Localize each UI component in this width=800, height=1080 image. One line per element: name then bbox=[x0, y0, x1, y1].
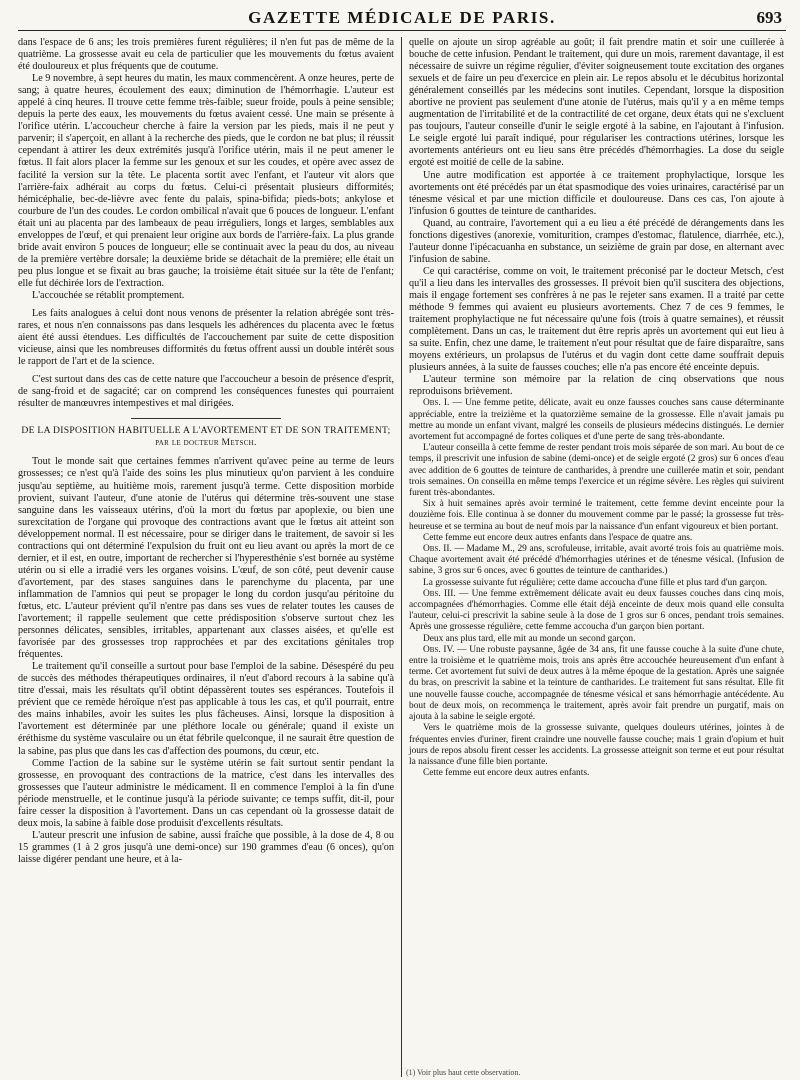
paragraph: La grossesse suivante fut régulière; cette dame accoucha d'une fille et plus tard d'un garçon. bbox=[423, 577, 768, 588]
paragraph: Cette femme eut encore deux autres enfants dans l'espace de quatre ans. bbox=[423, 532, 693, 543]
footnote: (1) Voir plus haut cette observation. bbox=[406, 1068, 521, 1077]
observation-4 bbox=[409, 645, 784, 723]
paragraph: Quand, au contraire, l'avortement qui a eu lieu a été précédé de dérangements dans les fonctions digestives (anorexie, vomiturition, crampes d'estomac, flatulence, diarrhée, etc.), l'auteur donne l'ipécacuanha en substance, un seizième de grain par dose, en alternant avec l'infusion de sabine. bbox=[409, 217, 784, 265]
obs-label: Obs. IV. bbox=[423, 644, 455, 655]
paragraph: L'accouchée se rétablit promptement. bbox=[32, 289, 185, 301]
paragraph: Vers le quatrième mois de la grossesse suivante, quelques douleurs utérines, jointes à de fréquentes envies d'uriner, firent craindre une nouvelle fausse couche; mais 1 grain d'opium et huit jours de repos absolu firent cesser les accidents. La grossesse atteignit son terme et eut pour résultat la naissance d'une fille bien portante. bbox=[409, 723, 784, 767]
paragraph: C'est surtout dans des cas de cette nature que l'accoucheur a besoin de présence d'esprit, de sang-froid et de sagacité; car on comprend les conséquences funestes qui pourraient résulter de manœuvres intempestives et mal dirigées. bbox=[18, 374, 394, 410]
journal-title: GAZETTE MÉDICALE DE PARIS. bbox=[248, 8, 556, 27]
paragraph: L'auteur conseilla à cette femme de rester pendant trois mois séparée de son mari. Au bout de ce temps, il prescrivit une infusion de sabine (demi-once) et de seigle ergoté (2 gros) sur 6 onces d'eau avec addition de 6 gouttes de teinture de cantharides, à prendre une cuillerée matin et soir, pendant trois semaines. On conseilla en même temps l'exercice et un régime sévère. Les règles qui suivirent furent très-abondantes. bbox=[409, 443, 784, 499]
obs-text: — Une femme extrêmement délicate avait eu deux fausses couches dans cinq mois, accompagnées d'hémorrhagies. Comme elle était déjà enceinte de deux mois quand elle consulta l'auteur, celui-ci prescrivit la sabine seule à la dose de 1 gros sur 6 onces, pendant trois semaines. Après une grossesse régulière, cette femme accoucha d'un garçon bien portant. bbox=[409, 588, 784, 633]
paragraph: Deux ans plus tard, elle mit au monde un second garçon. bbox=[423, 633, 636, 644]
paragraph: Les faits analogues à celui dont nous venons de présenter la relation abrégée sont très-rares, et nous n'en connaissons pas dans lesquels les adhérences du placenta avec le fœtus aient été aussi étendues. Les difficultés de l'accouchement par suite de cette disposition vicieuse, ainsi que les nombreuses difformités du fœtus offrent aussi un double intérêt sous le rapport de l'art et de la science. bbox=[18, 308, 394, 368]
left-column bbox=[18, 37, 401, 1077]
paragraph: Tout le monde sait que certaines femmes n'arrivent qu'avec peine au terme de leurs grossesses; ce n'est qu'à l'aide des soins les plus minutieux qu'on parvient à les conduire jusqu'au septième, au huitième mois, rarement jusqu'à terme. Cette disposition morbide provient, suivant l'auteur, d'une atonie de l'utérus qui détermine très-souvent une stase sanguine dans les vaisseaux utérins, d'où la mort du fœtus par apoplexie, ou bien une surexcitation de l'organe qui provoque des contractions avant que le fœtus ait atteint son développement normal. Il est nécessaire, pour se diriger dans le traitement, de savoir si les contractions qui ont déterminé l'expulsion du fruit ont eu lieu avant ou après la mort de ce dernier, et il est, en outre, important de rechercher si l'hyperesthénie s'est bornée au système utérin ou si elle a irradié vers les organes voisins. L'œuf, de son côté, peut devenir cause d'avortement, par des stases sanguines dans le parenchyme du placenta, par une inflammation de l'amnios qui peut se propager le long du cordon jusqu'au péritoine du fœtus, etc. L'auteur prévient qu'il n'entre pas dans ses vues de relater toutes les causes de l'avortement; il rappelle seulement que cette prédisposition s'observe surtout chez les personnes délicates, sensibles, irritables, appartenant aux classes aisées, et qu'elle est favorisée par des grossesses trop rapprochées et par des excitations génitales trop fréquentes. bbox=[18, 456, 394, 661]
right-column bbox=[401, 37, 784, 1077]
paragraph: L'auteur prescrit une infusion de sabine, aussi fraîche que possible, à la dose de 4, 8 ou 15 grammes (1 à 2 gros jusqu'à une demi-once) sur 190 grammes d'eau (6 onces), qu'on laisse digérer pendant une heure, et à la- bbox=[18, 829, 394, 865]
paragraph: Ce qui caractérise, comme on voit, le traitement préconisé par le docteur Metsch, c'est qu'il a lieu dans les intervalles des grossesses. Il prévoit bien qu'il suscitera des objections, mais il engage fortement ses confrères à ne pas le rejeter sans examen. Il a traité par cette méthode 9 femmes qui avaient eu plusieurs avortements. Chez 7 de ces 9 femmes, le traitement prophylactique ne fut nécessaire qu'une fois (trois à quatre semaines), et réussit complètement. Dans un cas, le traitement dut être repris après un avortement qui eut lieu à sa suite. Enfin, chez une dame, le traitement n'eut pour résultat que de faire disparaître, sans moyens extérieurs, un prolapsus de l'utérus et du vagin dont cette dame souffrait depuis plusieurs années, à la suite de fausses couches; elle n'a pas encore été enceinte depuis. bbox=[409, 265, 784, 374]
article-title-line: DE LA DISPOSITION HABITUELLE A L'AVORTEMENT ET DE SON TRAITEMENT; bbox=[21, 425, 391, 437]
paragraph: quelle on ajoute un sirop agréable au goût; il fait prendre matin et soir une cuillerée à bouche de cette infusion. Pendant le traitement, qui dure un mois, rarement davantage, il est nécessaire de suivre un régime régulier, d'éviter soigneusement toute excitation des organes sexuels et de faire un peu d'exercice en plein air. Le repos absolu et le décubitus horizontal généralement conseillés par les médecins sont inutiles. Cependant, lorsque la disposition abortive ne provient pas seulement d'une atonie de l'utérus, mais qu'il y a en même temps augmentation de l'irritabilité et de la contractilité de cet organe, deux états qui ne s'excluent pas toujours, l'auteur conseille d'unir le seigle ergoté à la sabine, en l'ajoutant à l'infusion. Le seigle ergoté lui paraît indiqué, pour régulariser les contractions utérines, lorsque les avortements antérieurs ont eu lieu sans être précédés d'hémorrhagies. La dose du seigle ergoté est moitié de celle de la sabine. bbox=[409, 37, 784, 169]
observation-1 bbox=[409, 398, 784, 443]
obs-text: — Madame M., 29 ans, scrofuleuse, irritable, avait avorté trois fois au quatrième mois. Chaque avortement avait été précédé d'hémorrhagies utérines et de ténesme vésical. (Infusion de sabine, 3 gros sur 6 onces, avec 6 gouttes de teinture de cantharides.) bbox=[409, 544, 784, 577]
obs-label: Obs. I. bbox=[423, 398, 450, 409]
paragraph: Le 9 novembre, à sept heures du matin, les maux commencèrent. A onze heures, perte de sang; à quatre heures, écoulement des eaux; diminution de l'hémorrhagie. L'auteur est appelé à cinq heures. Il trouve cette femme très-faible; sueur froide, pouls à peine sensible; depuis la perte des eaux, les mouvements du fœtus avaient cessé. Une main se présente à l'orifice utérin. L'accoucheur cherche à faire la version par les pieds, mais il ne peut y parvenir; il s'aperçoit, en allant à la recherche des pieds, que le cordon ne bat plus; il réussit cependant à attirer les deux extrémités jusqu'à l'orifice utérin, mais il ne peut amener le fœtus. Il fait alors placer la femme sur les genoux et sur les coudes, et opère avec assez de facilité la version sur la tête. Le placenta sortit avec l'enfant, et l'auteur vit alors que l'arrière-faix adhérait au corps du fœtus. Celui-ci présentait plusieurs difformités; hémicéphalie, bec-de-lièvre avec fente du palais, spina-bifida; pieds-bots; ankylose et courbure de l'un des coudes. Le cordon ombilical n'avait que 6 pouces de longueur. L'enfant était uni au placenta par des lambeaux de peau irréguliers, longs et larges, semblables aux enveloppes de l'œuf, et qui prenaient leur origine aux bords de l'arrière-faix. La plus grande bride avait environ 5 pouces de longueur; elle se continuait avec la peau du dos, au niveau de la première vertèbre dorsale; la deuxième bride se détachait de la première; elle était un peu plus longue et se fixait au bras gauche; la troisième était située sur la tête de l'enfant; elle fut déchirée lors de l'extraction. bbox=[18, 73, 394, 289]
paragraph: Six à huit semaines après avoir terminé le traitement, cette femme devint enceinte pour la douzième fois. Elle continua à se donner du mouvement comme par le passé; la grossesse fut très-heureuse et se termina au bout de neuf mois par la naissance d'un enfant vigoureux et bien portant. bbox=[409, 499, 784, 532]
paragraph: Le traitement qu'il conseille a surtout pour base l'emploi de la sabine. Désespéré du peu de succès des méthodes thérapeutiques ordinaires, il n'eut d'abord recours à la sabine qu'à titre d'essai, mais les résultats qu'il obtint dépassèrent toutes ses espérances. Toutefois il prévient que ce remède héroïque n'est pas applicable à tous les cas, et qu'il pourrait, entre des mains inhabiles, avoir les suites les plus fâcheuses. Ainsi, lorsque la disposition à l'avortement est déterminée par une pléthore locale ou générale; quand il existe un éréthisme du système vasculaire ou un état fébrile quelconque, il ne saurait être question de la sabine, pas plus que dans les cas d'affection des poumons, du cœur, etc. bbox=[18, 661, 394, 757]
observations bbox=[409, 398, 784, 779]
article-title bbox=[18, 418, 394, 448]
page-number: 693 bbox=[756, 8, 782, 27]
page-header bbox=[18, 8, 786, 31]
obs-text: — Une femme petite, délicate, avait eu onze fausses couches sans cause déterminante appréciable, entre la treizième et la quatorzième semaine de la grossesse. Elle n'avait jamais pu mettre au monde un enfant vivant, malgré les conseils de plusieurs médecins distingués. Le dernier avortement fut accompagné de fortes coliques et d'une perte de sang très-abondante. bbox=[409, 398, 784, 443]
observation-2 bbox=[409, 544, 784, 578]
paragraph: Une autre modification est apportée à ce traitement prophylactique, lorsque les avortements ont été précédés par un état spasmodique des voies urinaires, caractérisé par un ténesme vésical et par une miction difficile et douloureuse. Dans ces cas, l'on ajoute à l'infusion 6 gouttes de teinture de cantharides. bbox=[409, 169, 784, 217]
obs-label: Obs. II. bbox=[423, 544, 452, 555]
paragraph: L'auteur termine son mémoire par la relation de cinq observations que nous reproduisons brièvement. bbox=[409, 374, 784, 398]
paragraph: Comme l'action de la sabine sur le système utérin se fait surtout sentir pendant la grossesse, en provoquant des contractions de la matrice, c'est dans les intervalles des grossesses que l'auteur administre le médicament. Il en commence l'emploi à la fin d'une période menstruelle, et le continue jusqu'à la période suivante; ce temps suffit, dit-il, pour faire cesser la disposition à l'avortement. Dans un cas cependant où la grossesse datait de deux mois, la sabine à faible dose produisit d'excellents résultats. bbox=[18, 757, 394, 829]
two-column-body bbox=[18, 37, 786, 1077]
paragraph: dans l'espace de 6 ans; les trois premières furent régulières; il n'en fut pas de même de la quatrième. La grossesse avait eu cela de particulier que les mouvements du fœtus avaient été douloureux et plus fréquents que de coutume. bbox=[18, 37, 394, 73]
observation-3 bbox=[409, 589, 784, 634]
article-author: par le docteur Metsch. bbox=[155, 436, 257, 448]
obs-label: Obs. III. bbox=[423, 588, 456, 599]
paragraph: Cette femme eut encore deux autres enfants. bbox=[423, 768, 590, 779]
obs-text: — Une robuste paysanne, âgée de 34 ans, fit une fausse couche à la suite d'une chute, entre la troisième et le quatrième mois, trois ans après être accouchée heureusement d'un enfant à terme. Cet avortement fut suivi de deux autres à la même époque de la gestation. Après une saignée du bras, on prescrivit la sabine et la teinture de cantharides. Le traitement fut sans résultat. Elle fit une nouvelle fausse couche, accompagnée de ténesme vésical et sans hémorrhagie antécédente. Au bout de deux mois, on recommença le traitement, après avoir fait prendre un purgatif, mais on ajouta à la sabine le seigle ergoté. bbox=[409, 644, 784, 723]
